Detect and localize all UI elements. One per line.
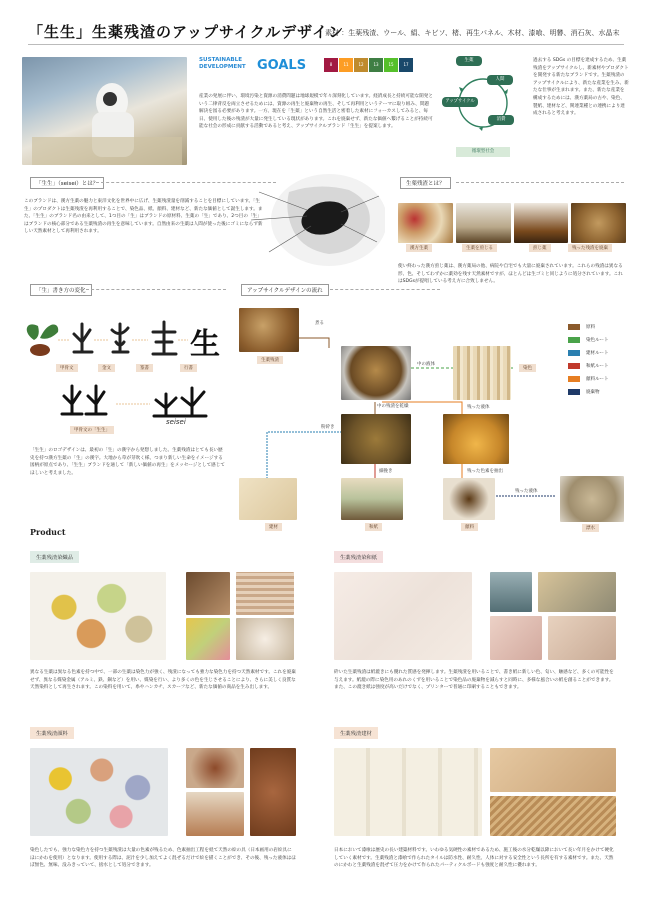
zansa-tag: 生薬残渣とは？ <box>400 177 451 189</box>
flow-diagram <box>237 302 557 532</box>
product-tag-building: 生薬残渣建材 <box>334 727 378 739</box>
kanji-tag: 「生」書き方の変化 <box>30 284 92 296</box>
kanji-label-tensho: 篆書 <box>136 364 153 372</box>
kanji-logo-area <box>56 380 256 440</box>
intro-text: 産業の発展に伴い、環境汚染と資源の消費問題は地球規模で年々深刻化しています。経済成長と持続可能な開発という二律背反を両立させるためには、資源の再生と廃棄物の再生、そして再利用というテーマに取り組み、問題解決を図る必要があります。一方、現在を「生薬」という自然生活と密着した素材にフォーカスしてみると、毎日、使用した後の残渣が大量に発生している現状があります。これを廃棄せず、新たな価値へ繋げることが持続可能な社会の形成に貢献する活動であると考え、アップサイクルブランド「生生」を提案します。 <box>199 94 433 130</box>
product-dye-text: 異なる生薬は異なる色素を持つ中で、一部の生薬は染色力が強く、残渣になっても強力な染色力を持つ天然素材です。これを廃棄せず、異なる媒染金属（アルミ、鉄、銅など）を用い、媒染を行い、より多くの色を生じさせることにより、さらに美しく良質な天然染料として再生されます。この染料を用いて、糸やハンカチ、スカーフなど、新たな価値の商品を生み出します。 <box>30 670 296 691</box>
zansa-photo-herbs <box>398 203 453 243</box>
flow-node-paper: 和紙 <box>365 523 382 531</box>
sdg-logo-goals: GOALS <box>257 58 307 73</box>
product-dye-photo-loom <box>186 572 230 615</box>
materials-list: 素材 ：生薬残渣、ウール、絹、キビソ、楮、再生パネル、木材、漆喰、明礬、消石灰、水晶末 <box>325 29 620 37</box>
product-dye-photo-scarf <box>186 618 230 660</box>
zansa-step-4: 残った残渣を廃棄 <box>568 244 612 252</box>
flow-tag-line <box>330 289 440 290</box>
sdg-goal-icon: 8 <box>324 58 338 72</box>
legend-label: 顔料ルート <box>586 376 609 382</box>
product-pigment-photo-powder <box>250 748 296 836</box>
flow-node-residue: 生薬残渣 <box>257 356 283 364</box>
product-paper-photo-hand <box>548 616 616 660</box>
product-paper-photo-pink <box>490 616 542 660</box>
flow-img-dyed-threads <box>453 346 511 400</box>
sdg-goal-icon: 13 <box>369 58 383 72</box>
cycle-node-upcycle: アップサイクル <box>442 97 478 107</box>
flow-img-liquid <box>443 414 509 464</box>
product-tag-dye: 生薬残渣染織品 <box>30 551 79 563</box>
product-building-photo-tiles <box>334 748 482 836</box>
flow-img-board <box>239 478 297 520</box>
product-tag-pigment: 生薬残渣顔料 <box>30 727 74 739</box>
flow-arrow-label-extract: 残った色素を抽出 <box>467 469 503 474</box>
zansa-photo-boil <box>456 203 511 243</box>
zansa-steps <box>400 244 626 256</box>
worker-silhouette <box>22 57 187 165</box>
legend-swatch <box>568 363 580 369</box>
world-map <box>229 172 385 268</box>
flow-node-pigment: 顔料 <box>461 523 478 531</box>
product-pigment-text: 染色したでも、強力な染色力を持つ生薬残渣は大量の色素が残るため、色素抽出工程を経て天然の絵の具（日本画用の岩絵具にほにかわを使用）となります。使用する際は、泥汁を少し加えてよく混ぜるだけで絵を描くことができ、その後、残った液体はほぼ無色、無味、没みきっていて、捨水として処分できます。 <box>30 848 296 869</box>
header-divider <box>28 44 624 45</box>
product-tag-paper: 生薬残渣染和紙 <box>334 551 383 563</box>
legend-label: 染色ルート <box>586 337 609 343</box>
product-building-text: 日本において漆喰は歴史の長い建築材料です。いわゆる気硬性の素材であるため、施工後の水分乾燥以降において長い年月をかけて硬化していく素材です。生薬残渣と漆喰で作られたタイルは防水性、耐久性、人体に対する安全性という長所を有する素材です。また、天然のにかわと生薬残渣を混ぜて圧力をかけて作られたパーティクルボードも強度と耐久性に優れます。 <box>334 848 614 869</box>
cycle-footer: 循環型社会 <box>456 147 510 157</box>
flow-img-clear-water <box>560 476 624 522</box>
seisei-tag: 「生生」（seisei）とは？ <box>30 177 104 189</box>
sdg-goal-icon: 15 <box>384 58 398 72</box>
cycle-diagram <box>442 56 524 158</box>
zansa-step-1: 漢方生薬 <box>406 244 432 252</box>
flow-legend <box>568 320 628 398</box>
flow-arrow-label-fine: 細挽き <box>379 469 393 474</box>
flow-arrow-label-remain: 残った液体 <box>467 405 490 410</box>
sprout-icon <box>27 324 58 356</box>
zansa-photo-residue <box>571 203 626 243</box>
seisei-text: このブランドは、漢方生薬の魅力と東洋文化を世界中に広げ、生薬残渣量を削減することを目標にしています。「生生」のプロダクトは生薬残渣を再利用することで、染色品、紙、顔料、建材など、新たな価値として誕生します。また、「生生」のブランド名の由来として、1つ目の「生」はブランドの原材料、生薬の「生」であり、2つ目の「生」はブランドの核心部分である生薬残渣の再生を意味しています。自然由来の生薬は人間が使った後にゴミにならず新しい天然素材として再利用されます。 <box>24 199 263 235</box>
flow-arrow-label-dry: 中の残渣を乾燥 <box>377 404 409 409</box>
product-pigment-photo-dishes <box>30 748 168 836</box>
legend-item <box>568 372 628 385</box>
flow-img-pigment <box>443 478 495 520</box>
kanji-glyphs <box>20 310 225 368</box>
legend-swatch <box>568 324 580 330</box>
kanji-label-kinbun: 金文 <box>98 364 115 372</box>
product-pigment-photo-jar <box>186 792 244 836</box>
sdg-logo-line2: DEVELOPMENT <box>199 64 246 70</box>
legend-item <box>568 320 628 333</box>
product-dye-photo-yarn <box>30 572 166 660</box>
product-pigment-photo-brown <box>186 748 244 788</box>
product-paper-photo-sheets <box>334 572 472 660</box>
hero-photo-worker <box>22 57 187 165</box>
legend-label: 廃棄物 <box>586 389 600 395</box>
product-paper-photo-frame <box>490 572 532 612</box>
seisei-logo-glyphs <box>56 380 256 424</box>
legend-swatch <box>568 376 580 382</box>
zansa-photo-pour <box>514 203 569 243</box>
flow-node-dye: 染色 <box>519 364 536 372</box>
flow-arrow-label-boil: 煮る <box>315 321 324 326</box>
cycle-node-shoyaku: 生薬 <box>456 56 482 66</box>
flow-img-residue <box>239 308 299 352</box>
legend-swatch <box>568 389 580 395</box>
kanji-tag-line <box>86 289 226 290</box>
zansa-text: 使い終わった漢方煎じ薬は、漢方薬局の他、病院や自宅でも大量に廃棄されています。これらの残渣は異なる形、色、そしてわずかに薬効を残す天然素材ですが、ほとんどは生ゴミと同じように処分されています。これはSDGsが提唱している考え方に合致しません。 <box>398 264 623 285</box>
kanji-label-gyosho: 行書 <box>180 364 197 372</box>
cycle-node-human: 人間 <box>487 75 513 85</box>
flow-arrow-label-liquid: 中の液体 <box>417 362 435 367</box>
product-building-photo-wood <box>490 748 616 792</box>
legend-item <box>568 359 628 372</box>
world-map-svg <box>229 172 385 268</box>
kanji-evolution <box>20 310 225 382</box>
legend-swatch <box>568 337 580 343</box>
product-dye-photo-silk <box>236 618 294 660</box>
legend-item <box>568 333 628 346</box>
product-paper-text: 砕いた生薬残渣は紙漉きにも優れた質感を発揮します。生薬残渣を用いることで、書き紙に新しい色、匂い、触感など、多くの可能性を与えます。紙漉の際に染色用のあれのくずを用いることで染色品の廃棄物を減らすと同時に、多様な風合いの紙を創ることができます。また、この漉き紙は強度が高いだけでなく、プリンターで普通に印刷することもできます。 <box>334 670 614 691</box>
kanji-text: 「生生」のロゴデザインは、最初の「生」の漢字から発想しました。生薬残渣はとても長い歴史を持つ漢方生薬の「生」の漢字。大地から草が芽吹く様、つまり新しい生命をイメージする図柄が原点であり、「生生」ブランドを通して「新しい価値の再生」をメッセージとして感じてほしいと考えました。 <box>30 448 225 476</box>
flow-tag: アップサイクルデザインの流れ <box>241 284 329 296</box>
flow-img-pot <box>341 346 411 400</box>
cycle-node-consume: 消費 <box>488 115 514 125</box>
cycle-text: 過去する SDGs の目標を達成するため、生薬残渣をアップサイクルし、新素材やプロダクトを開発する新たなブランドです。生薬残渣のアップサイクルにより、新たな産業を生み、新たな仕事が生まれます。また、新たな産業を構成するためには、漢方薬局の古や、染色、製紙、建材など、関連業種との連携により達成されると考えます。 <box>533 58 629 117</box>
zansa-photos <box>398 203 626 243</box>
seisei-logo-text: seisei <box>166 418 186 426</box>
kanji-sub-label: 甲骨文の「生生」 <box>70 426 114 434</box>
sdg-logo-line1: SUSTAINABLE <box>199 57 243 63</box>
zansa-step-3: 煎じ薬 <box>529 244 551 252</box>
page-title: 「生生」生薬残渣のアップサイクルデザイン <box>28 23 345 41</box>
flow-arrow-label-crush: 粉砕き <box>321 425 335 430</box>
flow-node-water: 漂水 <box>582 524 599 532</box>
legend-item <box>568 385 628 398</box>
product-building-photo-board <box>490 796 616 836</box>
flow-arrow-label-remain2: 残った液体 <box>515 489 538 494</box>
flow-img-dried <box>341 414 411 464</box>
legend-label: 和紙ルート <box>586 363 609 369</box>
product-dye-photo-weave <box>236 572 294 615</box>
zansa-tag-line <box>456 182 624 183</box>
legend-label: 原料 <box>586 324 595 330</box>
zansa-step-2: 生薬を煎じる <box>462 244 497 252</box>
svg-text:生: 生 <box>190 327 220 362</box>
product-heading: Product <box>30 527 66 537</box>
flow-img-paper <box>341 478 403 520</box>
sdg-icons <box>324 58 424 76</box>
sdg-goal-icon: 12 <box>354 58 368 72</box>
sdg-goal-icon: 17 <box>399 58 413 72</box>
sdg-logo <box>199 57 317 79</box>
legend-label: 建材ルート <box>586 350 609 356</box>
legend-swatch <box>568 350 580 356</box>
product-paper-photo-press <box>538 572 616 612</box>
sdg-goal-icon: 11 <box>339 58 353 72</box>
legend-item <box>568 346 628 359</box>
kanji-label-koukotsu: 甲骨文 <box>56 364 78 372</box>
flow-node-board: 建材 <box>265 523 282 531</box>
